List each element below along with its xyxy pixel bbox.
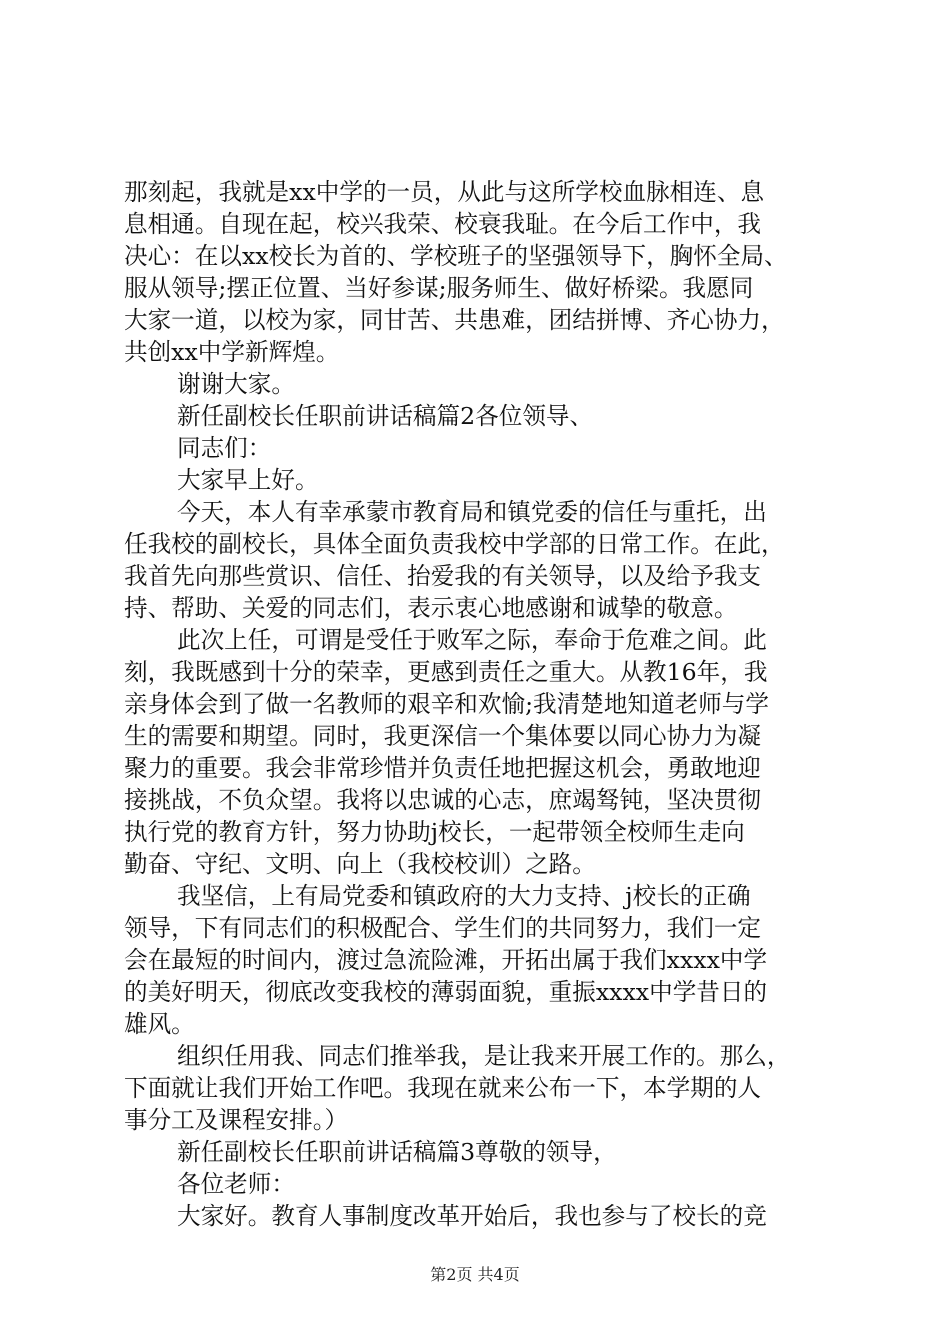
section-heading: 新任副校长任职前讲话稿篇3尊敬的领导，	[177, 1138, 617, 1166]
text-line: 刻，我既感到十分的荣幸，更感到责任之重大。从教16年，我	[124, 658, 768, 686]
text-line: 大家好。教育人事制度改革开始后，我也参与了校长的竞	[177, 1202, 767, 1230]
text-line: 接挑战，不负众望。我将以忠诚的心志，庶竭驽钝，坚决贯彻	[124, 786, 762, 814]
text-line: 大家早上好。	[177, 466, 319, 494]
text-line: 雄风。	[124, 1010, 195, 1038]
text-line: 领导，下有同志们的积极配合、学生们的共同努力，我们一定	[124, 914, 762, 942]
text-line: 任我校的副校长，具体全面负责我校中学部的日常工作。在此，	[124, 530, 785, 558]
text-line: 组织任用我、同志们推举我，是让我来开展工作的。那么，	[177, 1042, 791, 1070]
text-line: 同志们：	[177, 434, 272, 462]
text-line: 聚力的重要。我会非常珍惜并负责任地把握这机会，勇敢地迎	[124, 754, 762, 782]
text-line: 各位老师：	[177, 1170, 295, 1198]
text-line: 执行党的教育方针，努力协助j校长，一起带领全校师生走向	[124, 818, 745, 846]
text-line: 今天，本人有幸承蒙市教育局和镇党委的信任与重托，出	[177, 498, 767, 526]
text-line: 持、帮助、关爱的同志们，表示衷心地感谢和诚挚的敬意。	[124, 594, 738, 622]
text-line: 事分工及课程安排。）	[124, 1106, 349, 1134]
text-line: 生的需要和期望。同时，我更深信一个集体要以同心协力为凝	[124, 722, 762, 750]
text-line: 谢谢大家。	[177, 370, 295, 398]
section-heading: 新任副校长任职前讲话稿篇2各位领导、	[177, 402, 594, 430]
text-line: 下面就让我们开始工作吧。我现在就来公布一下，本学期的人	[124, 1074, 762, 1102]
text-line: 大家一道，以校为家，同甘苦、共患难，团结拼博、齐心协力，	[124, 306, 785, 334]
text-line: 服从领导;摆正位置、当好参谋;服务师生、做好桥梁。我愿同	[124, 274, 754, 302]
text-line: 的美好明天，彻底改变我校的薄弱面貌，重振xxxx中学昔日的	[124, 978, 768, 1006]
text-line: 决心：在以xx校长为首的、学校班子的坚强领导下，胸怀全局、	[124, 242, 788, 270]
text-line: 我首先向那些赏识、信任、抬爱我的有关领导，以及给予我支	[124, 562, 762, 590]
text-line: 我坚信，上有局党委和镇政府的大力支持、j校长的正确	[177, 882, 751, 910]
text-line: 息相通。自现在起，校兴我荣、校衰我耻。在今后工作中，我	[124, 210, 762, 238]
text-line: 此次上任，可谓是受任于败军之际，奉命于危难之间。此	[177, 626, 767, 654]
text-line: 那刻起，我就是xx中学的一员，从此与这所学校血脉相连、息	[124, 178, 765, 206]
text-line: 亲身体会到了做一名教师的艰辛和欢愉;我清楚地知道老师与学	[124, 690, 769, 718]
text-line: 会在最短的时间内，渡过急流险滩，开拓出属于我们xxxx中学	[124, 946, 768, 974]
text-line: 勤奋、守纪、文明、向上（我校校训）之路。	[124, 850, 596, 878]
text-line: 共创xx中学新辉煌。	[124, 338, 340, 366]
page-footer: 第2页 共4页	[430, 1265, 520, 1284]
